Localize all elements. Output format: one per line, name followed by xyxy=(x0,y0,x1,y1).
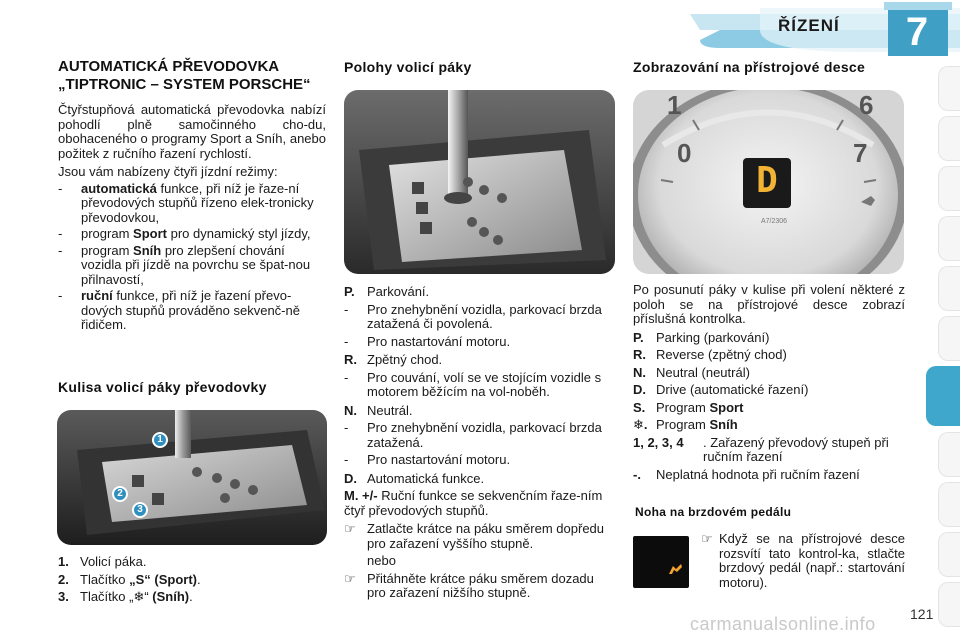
column-right xyxy=(633,60,905,75)
list-text: Neutrál. xyxy=(367,402,413,418)
list-item xyxy=(344,404,616,419)
list-marker: M. +/- xyxy=(344,488,378,503)
chapter-tab[interactable] xyxy=(938,582,960,627)
list-marker: - xyxy=(344,333,349,349)
instrument-gauge-photo xyxy=(633,90,904,274)
legend-text: Volicí páka. xyxy=(80,554,147,569)
list-marker: - xyxy=(58,226,63,241)
brake-text: Když se na přístrojové desce rozsvítí tato kontrol-ka, stlačte brzdový pedál (např.: startování motoru). xyxy=(719,531,905,590)
snowflake-icon: ❄. xyxy=(633,417,648,432)
mode-text: program xyxy=(81,226,134,241)
list-item xyxy=(58,227,326,242)
list-item xyxy=(344,489,616,518)
list-item xyxy=(633,383,905,398)
list-text: Zpětný chod. xyxy=(367,352,443,367)
list-marker: D. xyxy=(344,470,357,486)
brake-paragraph xyxy=(701,532,905,590)
legend-text: Tlačítko „❄“ xyxy=(80,589,153,604)
list-text: nebo xyxy=(367,553,396,568)
list-marker: ☞ xyxy=(344,521,356,536)
chapter-tabs xyxy=(934,62,960,622)
list-text: Neplatná hodnota při ručním řazení xyxy=(656,466,860,482)
list-marker: 1, 2, 3, 4 xyxy=(633,434,684,450)
list-marker: - xyxy=(344,420,349,435)
chapter-tab[interactable] xyxy=(938,216,960,261)
legend-item xyxy=(58,555,326,570)
list-item xyxy=(633,348,905,363)
list-marker: - xyxy=(58,242,63,258)
legend-item xyxy=(58,573,326,588)
list-marker: - xyxy=(58,288,63,303)
list-text: Pro nastartování motoru. xyxy=(367,452,511,467)
list-text: Ruční funkce se sekvenčním řaze-ním čtyř převodových stupňů. xyxy=(344,488,603,518)
positions-list xyxy=(344,283,616,601)
chapter-tab[interactable] xyxy=(938,316,960,361)
callout-1: 1 xyxy=(152,432,168,448)
list-item xyxy=(633,418,905,433)
list-item xyxy=(344,453,616,468)
list-marker: - xyxy=(344,301,349,317)
list-text: Pro nastartování motoru. xyxy=(367,333,511,349)
callout-3: 3 xyxy=(132,502,148,518)
mode-name: Sport xyxy=(133,226,167,241)
chapter-title: ŘÍZENÍ xyxy=(778,16,840,35)
chapter-tab[interactable] xyxy=(938,532,960,577)
list-marker: R. xyxy=(344,352,357,367)
intro-paragraph: Čtyřstupňová automatická převodovka nabízí pohodlí plně samočinného cho-du, obohaceného o programy Sport a Sníh, anebo požitek z ručního řazení rychlostí. xyxy=(58,102,326,161)
list-text: Automatická funkce. xyxy=(367,470,485,486)
list-text: Pro znehybnění vozidla, parkovací brzda zatažená či povolená. xyxy=(367,301,602,331)
modes-list xyxy=(58,182,326,333)
list-text: Reverse (zpětný chod) xyxy=(656,347,787,362)
list-item xyxy=(344,303,616,332)
gauge-label: 1 xyxy=(667,90,682,120)
column-middle xyxy=(344,60,616,75)
list-item xyxy=(344,371,616,400)
list-text: Zatlačte krátce na páku směrem dopředu pro zařazení vyššího stupně. xyxy=(367,521,605,551)
list-item xyxy=(633,331,905,346)
chapter-tab[interactable] xyxy=(938,66,960,111)
legend-tail: . xyxy=(189,589,193,604)
section-title-gate: Kulisa volicí páky převodovky xyxy=(58,379,267,395)
legend-text: Tlačítko xyxy=(80,571,130,587)
legend-item xyxy=(58,590,326,605)
list-marker: R. xyxy=(633,347,646,362)
list-item xyxy=(344,353,616,368)
chapter-tab[interactable] xyxy=(938,166,960,211)
list-bold: Sníh xyxy=(709,417,738,432)
list-text: Parking (parkování) xyxy=(656,329,770,345)
gear-display: D xyxy=(756,160,778,201)
column-left xyxy=(58,58,326,395)
list-text: Drive (automatické řazení) xyxy=(656,382,809,397)
callout-2: 2 xyxy=(112,486,128,502)
chapter-tab[interactable] xyxy=(938,432,960,477)
legend-number: 3. xyxy=(58,589,69,604)
list-marker: P. xyxy=(633,329,644,345)
legend-number: 1. xyxy=(58,554,69,569)
list-item xyxy=(344,522,616,551)
list-item xyxy=(58,244,326,288)
list-text: Parkování. xyxy=(367,284,430,299)
mode-text: program xyxy=(81,242,134,258)
gauge-label: 6 xyxy=(859,90,874,120)
mode-name: Sníh xyxy=(133,242,162,258)
legend-bold: „S“ (Sport) xyxy=(129,571,198,587)
list-item xyxy=(633,468,905,483)
list-item xyxy=(701,532,905,590)
list-marker: S. xyxy=(633,399,646,415)
list-item xyxy=(633,366,905,381)
modes-intro: Jsou vám nabízeny čtyři jízdní režimy: xyxy=(58,164,278,179)
list-marker: ☞ xyxy=(344,570,356,586)
list-item xyxy=(633,436,905,465)
list-text: Pro znehybnění vozidla, parkovací brzda zatažená. xyxy=(367,420,602,450)
list-item xyxy=(344,285,616,300)
list-bold: Sport xyxy=(709,399,744,415)
display-section xyxy=(633,283,905,482)
list-item xyxy=(633,401,905,416)
list-item xyxy=(344,554,616,569)
chapter-number: 7 xyxy=(905,10,929,54)
list-marker: -. xyxy=(633,466,641,482)
list-marker: - xyxy=(58,180,63,196)
hand-pointer-icon: ☞ xyxy=(701,531,713,546)
list-text: Program xyxy=(656,417,710,432)
list-text: Přitáhněte krátce páku směrem dozadu pro zařazení nižšího stupně. xyxy=(367,570,594,600)
watermark: carmanualsonline.info xyxy=(690,614,876,634)
list-item xyxy=(344,572,616,601)
list-marker: - xyxy=(344,369,349,385)
list-text: Program xyxy=(656,399,710,415)
mode-text: pro zlepšení chování vozidla při jízdě na povrchu se špat-nou přilnavostí, xyxy=(81,242,311,287)
gauge-label: 0 xyxy=(677,138,692,168)
brake-warning-light xyxy=(633,536,689,588)
mode-name: automatická xyxy=(81,180,157,196)
list-text: Neutral (neutrál) xyxy=(656,364,750,380)
legend-number: 2. xyxy=(58,571,69,587)
chapter-tab[interactable] xyxy=(938,116,960,161)
list-item xyxy=(58,182,326,226)
page-number: 121 xyxy=(910,606,934,622)
mode-text: funkce, při níž je řazení převo-dových stupňů prováděno sekvenč-ně řidičem. xyxy=(81,288,300,332)
list-marker: N. xyxy=(633,364,646,380)
list-text: . Zařazený převodový stupeň při ručním řazení xyxy=(703,434,889,464)
mode-name: ruční xyxy=(81,288,113,303)
list-item xyxy=(344,335,616,350)
legend-tail: . xyxy=(197,571,201,587)
section-title-gearbox: AUTOMATICKÁ PŘEVODOVKA „TIPTRONIC – SYSTEM PORSCHE“ xyxy=(58,58,311,93)
gate-legend xyxy=(58,552,326,605)
list-item xyxy=(58,289,326,333)
chapter-tab[interactable] xyxy=(938,482,960,527)
section-title-positions: Polohy volicí páky xyxy=(344,59,472,75)
chapter-tab-active[interactable] xyxy=(926,366,960,426)
list-marker: P. xyxy=(344,284,355,299)
chapter-tab[interactable] xyxy=(938,266,960,311)
gear-lever-photo xyxy=(344,90,615,274)
brake-foot-icon xyxy=(667,562,683,576)
gear-gate-photo xyxy=(57,410,327,545)
display-intro: Po posunutí páky v kulise při volení některé z poloh se na přístrojové desce zobrazí příslušná kontrolka. xyxy=(633,282,905,326)
list-item xyxy=(344,472,616,487)
list-marker: - xyxy=(344,452,349,467)
section-title-display: Zobrazování na přístrojové desce xyxy=(633,59,866,75)
list-marker: D. xyxy=(633,382,646,397)
mode-text: funkce, při níž je řaze-ní převodových stupňů řízeno elek-tronicky převodovkou, xyxy=(81,180,314,225)
section-title-brake: Noha na brzdovém pedálu xyxy=(635,505,792,519)
mode-text: pro dynamický styl jízdy, xyxy=(166,226,311,241)
list-item xyxy=(344,421,616,450)
list-text: Pro couvání, volí se ve stojícím vozidle s motorem běžícím na vol-noběh. xyxy=(367,369,602,399)
legend-bold: (Sníh) xyxy=(152,589,190,604)
gauge-label: 7 xyxy=(853,138,868,168)
list-marker: N. xyxy=(344,402,357,418)
chapter-header xyxy=(0,0,960,62)
image-code: A7/2306 xyxy=(761,218,788,225)
